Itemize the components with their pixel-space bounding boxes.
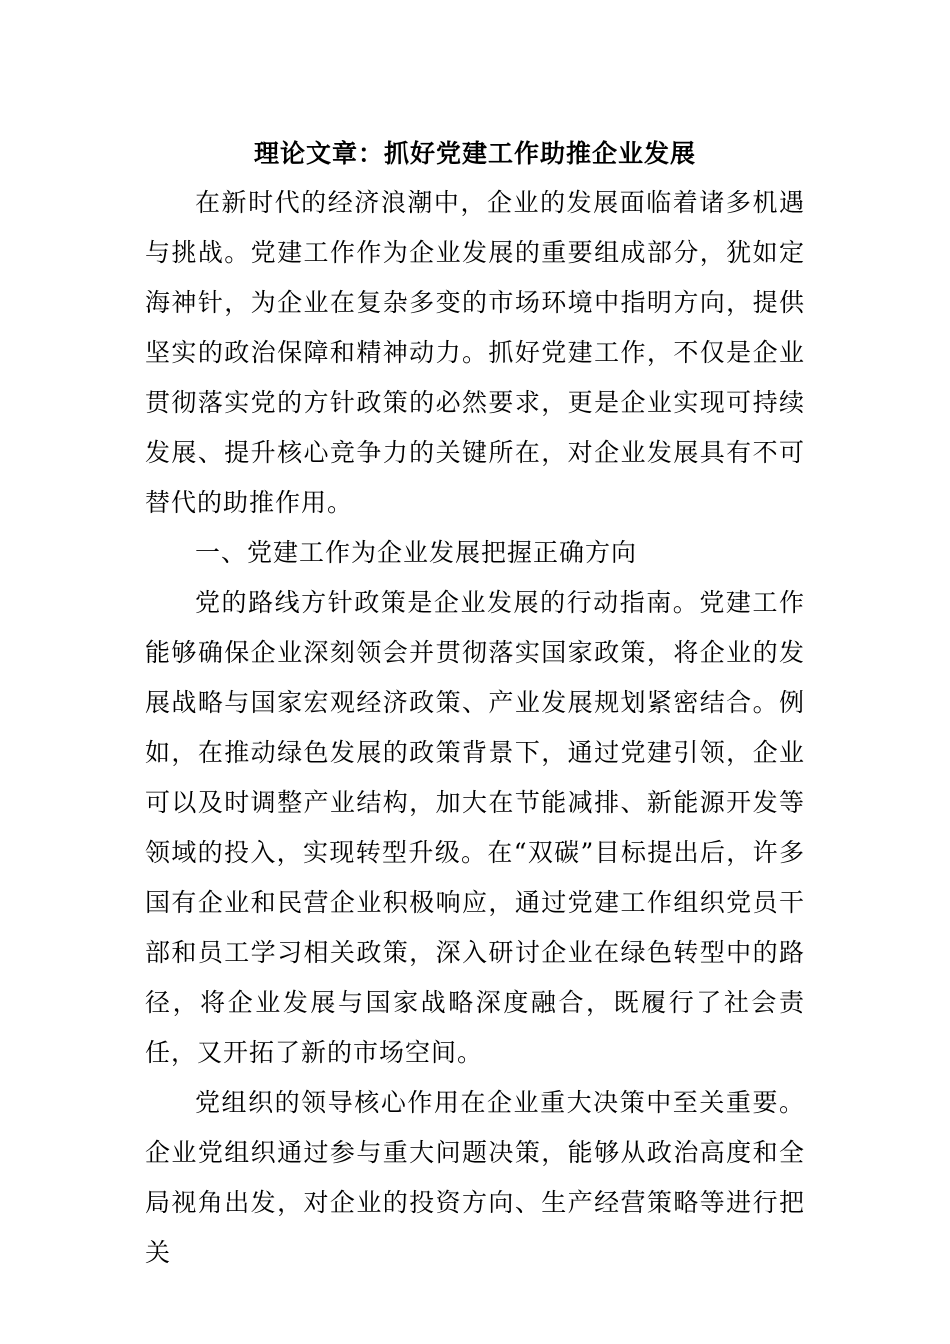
body-paragraph: 党组织的领导核心作用在企业重大决策中至关重要。企业党组织通过参与重大问题决策，能够从政治高度和全局视角出发，对企业的投资方向、生产经营策略等进行把关 xyxy=(145,1088,805,1267)
body-paragraph: 党的路线方针政策是企业发展的行动指南。党建工作能够确保企业深刻领会并贯彻落实国家政策，将企业的发展战略与国家宏观经济政策、产业发展规划紧密结合。例如，在推动绿色发展的政策背景下，通过党建引领，企业可以及时调整产业结构，加大在节能减排、新能源开发等领域的投入，实现转型升级。在“双碳”目标提出后，许多国有企业和民营企业积极响应，通过党建工作组织党员干部和员工学习相关政策，深入研讨企业在绿色转型中的路径，将企业发展与国家战略深度融合，既履行了社会责任，又开拓了新的市场空间。 xyxy=(145,588,805,1067)
section-heading: 一、党建工作为企业发展把握正确方向 xyxy=(195,538,638,567)
intro-paragraph: 在新时代的经济浪潮中，企业的发展面临着诸多机遇与挑战。党建工作作为企业发展的重要组成部分，犹如定海神针，为企业在复杂多变的市场环境中指明方向，提供坚实的政治保障和精神动力。抓好党建工作，不仅是企业贯彻落实党的方针政策的必然要求，更是企业实现可持续发展、提升核心竞争力的关键所在，对企业发展具有不可替代的助推作用。 xyxy=(145,188,805,517)
document-body xyxy=(145,178,805,1278)
document-title: 理论文章：抓好党建工作助推企业发展 xyxy=(253,139,696,168)
